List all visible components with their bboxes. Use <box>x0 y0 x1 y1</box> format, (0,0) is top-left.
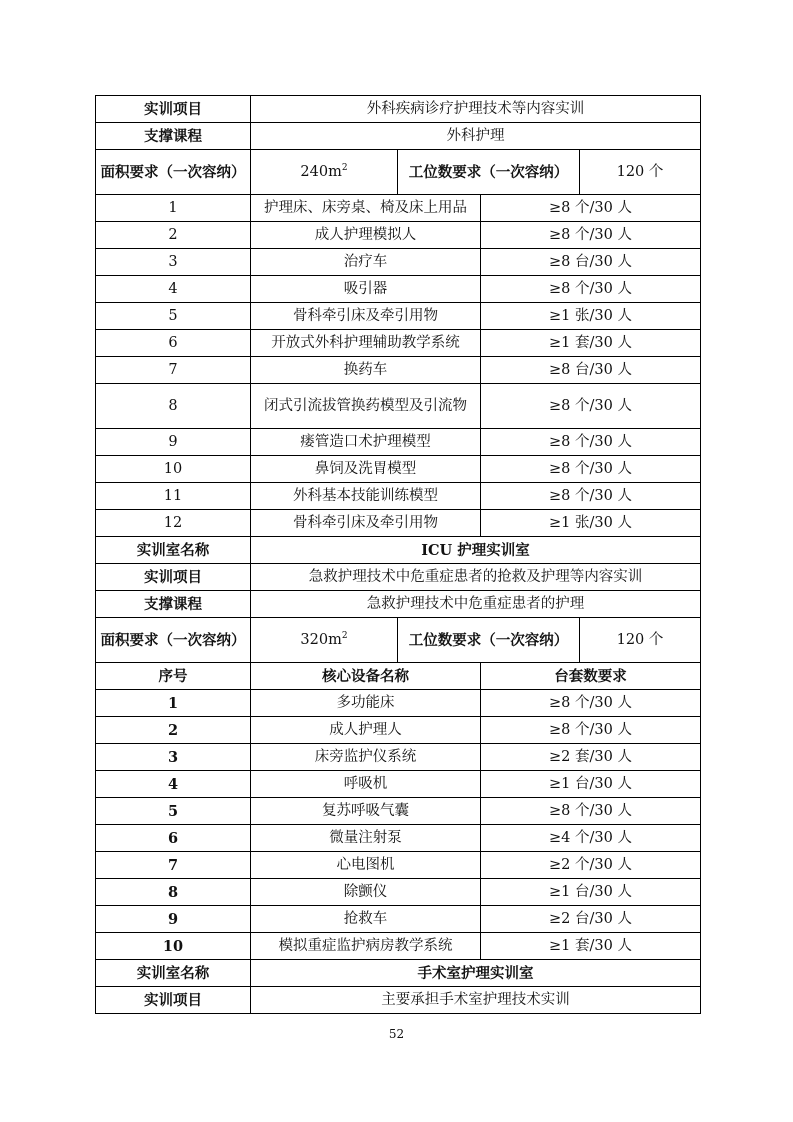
item-requirement: ≥8 台/30 人 <box>481 357 701 384</box>
table-row <box>96 276 701 303</box>
item-requirement: ≥8 个/30 人 <box>481 483 701 510</box>
table-row <box>96 591 701 618</box>
item-name: 骨科牵引床及牵引用物 <box>251 303 481 330</box>
table-row <box>96 429 701 456</box>
header-number: 序号 <box>96 663 251 690</box>
course-value: 外科护理 <box>251 123 701 150</box>
item-requirement: ≥8 个/30 人 <box>481 690 701 717</box>
table-row <box>96 879 701 906</box>
item-number: 3 <box>96 744 251 771</box>
table-row <box>96 249 701 276</box>
station-label: 工位数要求（一次容纳） <box>398 618 580 663</box>
item-name: 成人护理模拟人 <box>251 222 481 249</box>
item-name: 吸引器 <box>251 276 481 303</box>
table-row <box>96 510 701 537</box>
room-value: 手术室护理实训室 <box>251 960 701 987</box>
item-name: 闭式引流拔管换药模型及引流物 <box>251 384 481 429</box>
item-name: 治疗车 <box>251 249 481 276</box>
item-name: 鼻饲及洗胃模型 <box>251 456 481 483</box>
item-number: 1 <box>96 690 251 717</box>
course-label: 支撑课程 <box>96 591 251 618</box>
project-label: 实训项目 <box>96 96 251 123</box>
area-value <box>251 150 398 195</box>
item-name: 抢救车 <box>251 906 481 933</box>
table-row <box>96 744 701 771</box>
item-name: 多功能床 <box>251 690 481 717</box>
area-number: 320m <box>300 631 342 648</box>
item-number: 7 <box>96 357 251 384</box>
item-number: 5 <box>96 798 251 825</box>
item-name: 除颤仪 <box>251 879 481 906</box>
table-row <box>96 123 701 150</box>
course-value: 急救护理技术中危重症患者的护理 <box>251 591 701 618</box>
area-unit-exponent: 2 <box>341 162 348 173</box>
item-requirement: ≥8 个/30 人 <box>481 222 701 249</box>
table-row <box>96 537 701 564</box>
item-name: 护理床、床旁桌、椅及床上用品 <box>251 195 481 222</box>
item-number: 11 <box>96 483 251 510</box>
item-number: 4 <box>96 771 251 798</box>
table-row <box>96 96 701 123</box>
table-row <box>96 663 701 690</box>
course-label: 支撑课程 <box>96 123 251 150</box>
table-row <box>96 150 701 195</box>
item-name: 微量注射泵 <box>251 825 481 852</box>
station-value: 120 个 <box>580 618 701 663</box>
area-value <box>251 618 398 663</box>
item-number: 4 <box>96 276 251 303</box>
table-row <box>96 384 701 429</box>
item-number: 12 <box>96 510 251 537</box>
area-label: 面积要求（一次容纳） <box>96 618 251 663</box>
item-name: 成人护理人 <box>251 717 481 744</box>
item-name: 外科基本技能训练模型 <box>251 483 481 510</box>
item-name: 瘘管造口术护理模型 <box>251 429 481 456</box>
item-requirement: ≥1 台/30 人 <box>481 879 701 906</box>
table-row <box>96 456 701 483</box>
item-requirement: ≥1 套/30 人 <box>481 933 701 960</box>
table-row <box>96 564 701 591</box>
table-row <box>96 357 701 384</box>
item-number: 6 <box>96 330 251 357</box>
item-requirement: ≥8 台/30 人 <box>481 249 701 276</box>
item-name: 呼吸机 <box>251 771 481 798</box>
project-label: 实训项目 <box>96 987 251 1014</box>
item-number: 6 <box>96 825 251 852</box>
item-number: 10 <box>96 933 251 960</box>
table-row <box>96 933 701 960</box>
table-row <box>96 195 701 222</box>
item-requirement: ≥1 套/30 人 <box>481 330 701 357</box>
item-number: 7 <box>96 852 251 879</box>
item-number: 2 <box>96 222 251 249</box>
table-row <box>96 690 701 717</box>
table-row <box>96 852 701 879</box>
table-row <box>96 222 701 249</box>
room-label: 实训室名称 <box>96 537 251 564</box>
item-name: 复苏呼吸气囊 <box>251 798 481 825</box>
item-requirement: ≥8 个/30 人 <box>481 798 701 825</box>
table-row <box>96 987 701 1014</box>
table-row <box>96 960 701 987</box>
room-value: ICU 护理实训室 <box>251 537 701 564</box>
table-row <box>96 330 701 357</box>
item-requirement: ≥8 个/30 人 <box>481 384 701 429</box>
table-row <box>96 303 701 330</box>
item-number: 2 <box>96 717 251 744</box>
item-name: 开放式外科护理辅助教学系统 <box>251 330 481 357</box>
table-row <box>96 771 701 798</box>
item-requirement: ≥1 张/30 人 <box>481 510 701 537</box>
item-number: 1 <box>96 195 251 222</box>
item-requirement: ≥8 个/30 人 <box>481 195 701 222</box>
item-number: 5 <box>96 303 251 330</box>
area-label: 面积要求（一次容纳） <box>96 150 251 195</box>
page-number: 52 <box>388 1027 405 1041</box>
project-value: 主要承担手术室护理技术实训 <box>251 987 701 1014</box>
item-requirement: ≥1 张/30 人 <box>481 303 701 330</box>
room-label: 实训室名称 <box>96 960 251 987</box>
header-name: 核心设备名称 <box>251 663 481 690</box>
table-row <box>96 798 701 825</box>
item-number: 8 <box>96 384 251 429</box>
item-requirement: ≥2 台/30 人 <box>481 906 701 933</box>
table-row <box>96 717 701 744</box>
item-name: 模拟重症监护病房教学系统 <box>251 933 481 960</box>
item-requirement: ≥4 个/30 人 <box>481 825 701 852</box>
item-name: 换药车 <box>251 357 481 384</box>
item-number: 9 <box>96 429 251 456</box>
equipment-table <box>95 95 701 1014</box>
item-requirement: ≥8 个/30 人 <box>481 717 701 744</box>
table-row <box>96 906 701 933</box>
station-label: 工位数要求（一次容纳） <box>398 150 580 195</box>
item-name: 骨科牵引床及牵引用物 <box>251 510 481 537</box>
table-row <box>96 618 701 663</box>
item-requirement: ≥8 个/30 人 <box>481 456 701 483</box>
item-name: 床旁监护仪系统 <box>251 744 481 771</box>
item-requirement: ≥2 个/30 人 <box>481 852 701 879</box>
table-row <box>96 483 701 510</box>
item-name: 心电图机 <box>251 852 481 879</box>
item-number: 10 <box>96 456 251 483</box>
item-requirement: ≥8 个/30 人 <box>481 429 701 456</box>
table-row <box>96 825 701 852</box>
area-unit-exponent: 2 <box>341 630 348 641</box>
item-number: 8 <box>96 879 251 906</box>
item-requirement: ≥2 套/30 人 <box>481 744 701 771</box>
header-requirement: 台套数要求 <box>481 663 701 690</box>
station-value: 120 个 <box>580 150 701 195</box>
item-number: 9 <box>96 906 251 933</box>
item-requirement: ≥8 个/30 人 <box>481 276 701 303</box>
item-number: 3 <box>96 249 251 276</box>
project-value: 外科疾病诊疗护理技术等内容实训 <box>251 96 701 123</box>
item-requirement: ≥1 台/30 人 <box>481 771 701 798</box>
project-label: 实训项目 <box>96 564 251 591</box>
project-value: 急救护理技术中危重症患者的抢救及护理等内容实训 <box>251 564 701 591</box>
area-number: 240m <box>300 163 342 180</box>
